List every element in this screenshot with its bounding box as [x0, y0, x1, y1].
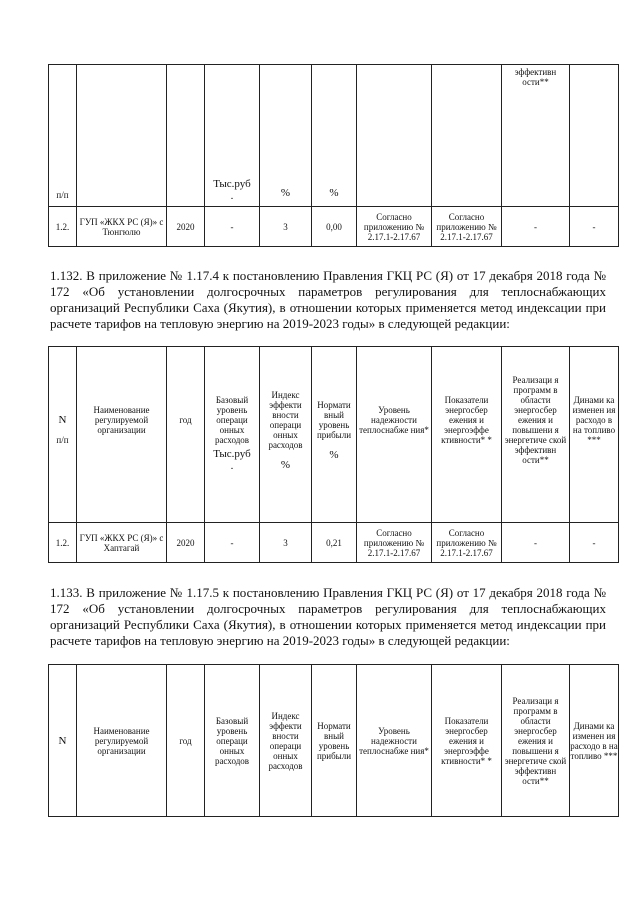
row-dynamics: - — [570, 523, 619, 563]
header-dynamics — [570, 347, 619, 523]
header-index-label: Индекс эффекти вности операци онных расходов — [268, 389, 303, 450]
header-efficiency — [432, 347, 502, 523]
table-header-row — [49, 347, 619, 523]
header-base: Базовый уровень операци онных расходов — [205, 665, 260, 817]
row-dynamics: - — [570, 207, 619, 247]
header-reliability-label: Уровень надежности теплоснабже ния* — [359, 404, 429, 435]
table-row — [49, 207, 619, 247]
header-programs-text: эффективн ости** — [514, 67, 557, 87]
header-n-label: N — [58, 413, 67, 426]
row-profit: 0,21 — [312, 523, 357, 563]
header-efficiency-cell — [432, 65, 502, 207]
header-base-cell — [205, 65, 260, 207]
header-base-unit: Тыс.руб — [213, 178, 251, 190]
header-programs: Реализаци я программ в области энергосбер ежения и повышени я энергетиче ской эффективн ости** — [502, 665, 570, 817]
header-profit-cell — [312, 65, 357, 207]
paragraph-1-132: 1.132. В приложение № 1.17.4 к постановлению Правления ГКЦ РС (Я) от 17 декабря 2018 года № 172 «Об установлении долгосрочных параметров регулирования для теплоснабжающих организаций Республики Саха (Якутия), в отношении которых применяется метод индексации при расчете тарифов на тепловую энергию на 2019-2023 годы» в следующей редакции: — [50, 268, 606, 331]
header-programs — [502, 347, 570, 523]
table-row — [49, 523, 619, 563]
row-reliability: Согласно приложению № 2.17.1-2.17.67 — [357, 523, 432, 563]
row-num: 1.2. — [49, 207, 77, 247]
header-base-unit-dot: . — [230, 459, 234, 472]
header-dynamics-cell — [570, 65, 619, 207]
header-reliability — [357, 347, 432, 523]
header-index-unit: % — [280, 187, 291, 199]
row-programs: - — [502, 523, 570, 563]
header-index-unit: % — [280, 458, 291, 471]
row-org-name: ГУП «ЖКХ РС (Я)» с Тюнгюлю — [77, 207, 167, 247]
header-programs-label: Реализаци я программ в области энергосбер ежения и повышени я энергетиче ской эффективн ости** — [504, 374, 567, 465]
header-dynamics-label: Динами ка изменен ия расходо в на топливо *** — [572, 394, 616, 445]
header-reliability-cell — [357, 65, 432, 207]
row-num: 1.2. — [49, 523, 77, 563]
header-base-unit: Тыс.руб — [213, 447, 251, 460]
row-base: - — [205, 207, 260, 247]
header-programs-cell — [502, 65, 570, 207]
row-base: - — [205, 523, 260, 563]
header-base-unit-dot: . — [230, 190, 234, 202]
table-header-row — [49, 65, 619, 207]
header-year — [167, 347, 205, 523]
row-index: 3 — [260, 207, 312, 247]
header-base — [205, 347, 260, 523]
header-name-cell — [77, 65, 167, 207]
header-name-label: Наименование регулируемой организации — [93, 404, 150, 435]
header-profit — [312, 347, 357, 523]
table-header-row — [49, 665, 619, 817]
header-n-unit: п/п — [56, 434, 69, 445]
header-n-cell — [49, 65, 77, 207]
header-index: Индекс эффекти вности операци онных расходов — [260, 665, 312, 817]
table-1-17-5 — [48, 664, 619, 817]
header-n-unit: п/п — [56, 190, 69, 200]
header-name — [77, 347, 167, 523]
row-index: 3 — [260, 523, 312, 563]
header-n — [49, 347, 77, 523]
table-continuation — [48, 64, 619, 247]
header-base-label: Базовый уровень операци онных расходов — [214, 394, 250, 445]
row-year: 2020 — [167, 207, 205, 247]
header-reliability: Уровень надежности теплоснабже ния* — [357, 665, 432, 817]
row-programs: - — [502, 207, 570, 247]
row-reliability: Согласно приложению № 2.17.1-2.17.67 — [357, 207, 432, 247]
row-org-name: ГУП «ЖКХ РС (Я)» с Хаптагай — [77, 523, 167, 563]
header-profit-unit: % — [329, 187, 339, 199]
row-efficiency: Согласно приложению № 2.17.1-2.17.67 — [432, 523, 502, 563]
header-n: N — [49, 665, 77, 817]
header-efficiency: Показатели энергосбер ежения и энергоэффе ктивности* * — [432, 665, 502, 817]
row-profit: 0,00 — [312, 207, 357, 247]
header-efficiency-label: Показатели энергосбер ежения и энергоэффе ктивности* * — [441, 394, 492, 445]
table-1-17-4 — [48, 346, 619, 563]
header-profit: Нормати вный уровень прибыли — [312, 665, 357, 817]
header-year-cell — [167, 65, 205, 207]
header-dynamics: Динами ка изменен ия расходо в на топливо *** — [570, 665, 619, 817]
header-index-cell — [260, 65, 312, 207]
header-year-label: год — [179, 414, 192, 425]
header-name: Наименование регулируемой организации — [77, 665, 167, 817]
header-profit-label: Нормати вный уровень прибыли — [316, 399, 352, 440]
row-efficiency: Согласно приложению № 2.17.1-2.17.67 — [432, 207, 502, 247]
header-profit-unit: % — [329, 448, 339, 461]
header-index — [260, 347, 312, 523]
header-year: год — [167, 665, 205, 817]
row-year: 2020 — [167, 523, 205, 563]
paragraph-1-133: 1.133. В приложение № 1.17.5 к постановлению Правления ГКЦ РС (Я) от 17 декабря 2018 года № 172 «Об установлении долгосрочных параметров регулирования для теплоснабжающих организаций Республики Саха (Якутия), в отношении которых применяется метод индексации при расчете тарифов на тепловую энергию на 2019-2023 годы» в следующей редакции: — [50, 585, 606, 648]
